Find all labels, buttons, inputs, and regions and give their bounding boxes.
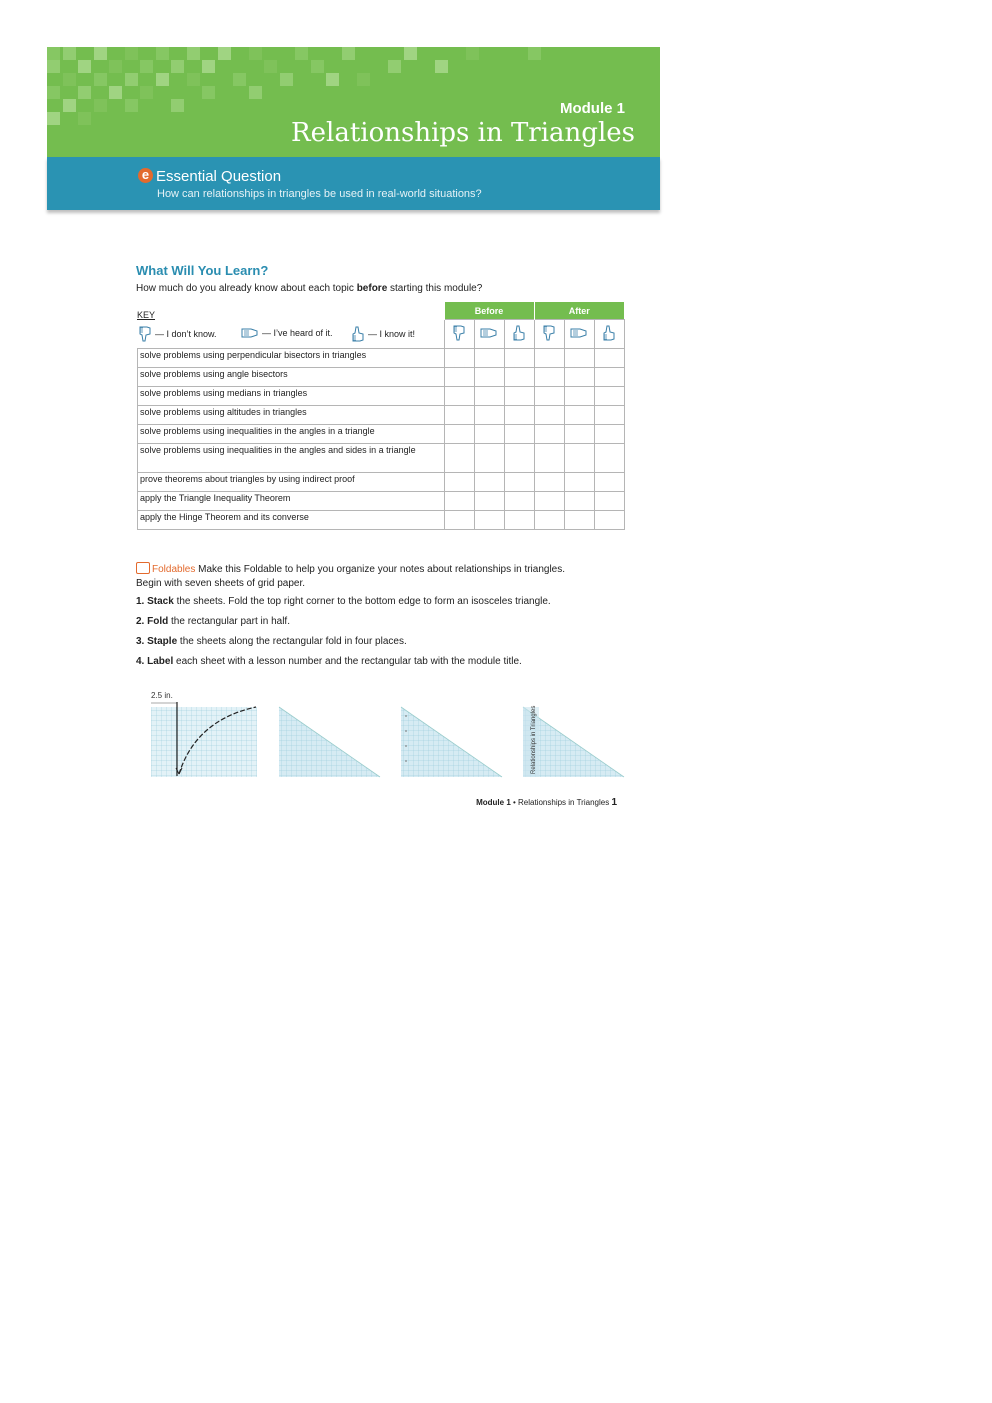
after-thumbs-sideways-icon xyxy=(564,320,594,349)
table-row xyxy=(138,444,625,473)
before-thumbs-down-icon xyxy=(444,320,474,349)
after-rating-cell[interactable] xyxy=(534,425,564,444)
before-thumbs-up-icon xyxy=(504,320,534,349)
topic-cell: apply the Hinge Theorem and its converse xyxy=(138,511,445,530)
after-rating-cell[interactable] xyxy=(594,492,624,511)
after-rating-cell[interactable] xyxy=(534,492,564,511)
after-rating-cell[interactable] xyxy=(594,387,624,406)
before-rating-cell[interactable] xyxy=(444,349,474,368)
essential-question-title: Essential Question xyxy=(156,168,282,185)
module-banner xyxy=(47,47,660,157)
after-rating-cell[interactable] xyxy=(564,387,594,406)
before-rating-cell[interactable] xyxy=(504,511,534,530)
after-rating-cell[interactable] xyxy=(594,349,624,368)
after-rating-cell[interactable] xyxy=(564,349,594,368)
measure-label: 2.5 in. xyxy=(151,691,173,700)
table-row xyxy=(138,492,625,511)
essential-question-text: How can relationships in triangles be used in real-world situations? xyxy=(157,188,482,200)
topic-cell: apply the Triangle Inequality Theorem xyxy=(138,492,445,511)
page-footer: Module 1 • Relationships in Triangles 1 xyxy=(476,797,617,808)
self-assessment-table xyxy=(137,302,625,530)
after-rating-cell[interactable] xyxy=(564,425,594,444)
section-title: What Will You Learn? xyxy=(136,263,269,278)
after-rating-cell[interactable] xyxy=(534,473,564,492)
topic-cell: solve problems using angle bisectors xyxy=(138,368,445,387)
topic-cell: solve problems using medians in triangles xyxy=(138,387,445,406)
before-rating-cell[interactable] xyxy=(474,511,504,530)
table-row xyxy=(138,349,625,368)
tab-label: Relationships in Triangles xyxy=(531,705,537,774)
table-key-spacer xyxy=(138,320,445,349)
after-rating-cell[interactable] xyxy=(564,444,594,473)
foldable-step: 3. Staple the sheets along the rectangular fold in four places. xyxy=(136,636,407,647)
before-rating-cell[interactable] xyxy=(504,349,534,368)
after-thumbs-down-icon xyxy=(534,320,564,349)
after-rating-cell[interactable] xyxy=(564,406,594,425)
after-rating-cell[interactable] xyxy=(534,387,564,406)
before-rating-cell[interactable] xyxy=(474,387,504,406)
fold-step-3-figure xyxy=(398,690,504,780)
key-item-heard-of-it: — I’ve heard of it. xyxy=(240,325,333,341)
after-rating-cell[interactable] xyxy=(564,511,594,530)
after-rating-cell[interactable] xyxy=(564,492,594,511)
module-title: Relationships in Triangles xyxy=(291,118,635,148)
after-rating-cell[interactable] xyxy=(594,473,624,492)
before-rating-cell[interactable] xyxy=(444,368,474,387)
before-rating-cell[interactable] xyxy=(474,425,504,444)
before-rating-cell[interactable] xyxy=(504,387,534,406)
after-rating-cell[interactable] xyxy=(594,444,624,473)
foldable-step: 2. Fold the rectangular part in half. xyxy=(136,616,290,627)
fold-step-1-figure xyxy=(146,690,260,780)
after-rating-cell[interactable] xyxy=(534,444,564,473)
table-row xyxy=(138,368,625,387)
column-header-before: Before xyxy=(444,302,534,320)
before-rating-cell[interactable] xyxy=(444,511,474,530)
learn-intro: How much do you already know about each topic before starting this module? xyxy=(136,283,483,294)
key-label: KEY xyxy=(137,310,156,320)
after-thumbs-up-icon xyxy=(594,320,624,349)
table-row xyxy=(138,511,625,530)
after-rating-cell[interactable] xyxy=(594,406,624,425)
essential-question-bar xyxy=(47,157,660,210)
before-rating-cell[interactable] xyxy=(474,368,504,387)
topic-cell: prove theorems about triangles by using indirect proof xyxy=(138,473,445,492)
table-row xyxy=(138,473,625,492)
key-item-dont-know: — I don’t know. xyxy=(137,325,217,343)
foldables-brand: Foldables xyxy=(152,564,196,575)
module-label: Module 1 xyxy=(559,100,625,117)
after-rating-cell[interactable] xyxy=(534,349,564,368)
before-rating-cell[interactable] xyxy=(504,425,534,444)
fold-step-4-figure xyxy=(520,690,626,780)
after-rating-cell[interactable] xyxy=(564,473,594,492)
before-rating-cell[interactable] xyxy=(504,406,534,425)
foldable-step: 4. Label each sheet with a lesson number and the rectangular tab with the module title. xyxy=(136,656,522,667)
topic-cell: solve problems using inequalities in the angles and sides in a triangle xyxy=(138,444,445,473)
foldables-book-icon xyxy=(136,562,150,574)
before-rating-cell[interactable] xyxy=(444,492,474,511)
before-rating-cell[interactable] xyxy=(504,492,534,511)
after-rating-cell[interactable] xyxy=(534,368,564,387)
before-rating-cell[interactable] xyxy=(444,444,474,473)
foldable-step: 1. Stack the sheets. Fold the top right corner to the bottom edge to form an isosceles triangle. xyxy=(136,596,551,607)
column-header-after: After xyxy=(534,302,624,320)
essential-question-icon: e xyxy=(138,168,153,183)
before-rating-cell[interactable] xyxy=(444,425,474,444)
before-rating-cell[interactable] xyxy=(444,473,474,492)
fold-step-2-figure xyxy=(276,690,382,780)
after-rating-cell[interactable] xyxy=(594,511,624,530)
table-row xyxy=(138,425,625,444)
before-rating-cell[interactable] xyxy=(504,473,534,492)
table-key-spacer xyxy=(138,302,445,320)
before-rating-cell[interactable] xyxy=(504,444,534,473)
page-number: 1 xyxy=(611,797,617,808)
after-rating-cell[interactable] xyxy=(534,406,564,425)
before-rating-cell[interactable] xyxy=(474,349,504,368)
after-rating-cell[interactable] xyxy=(534,511,564,530)
after-rating-cell[interactable] xyxy=(594,425,624,444)
table-row xyxy=(138,406,625,425)
after-rating-cell[interactable] xyxy=(564,368,594,387)
before-rating-cell[interactable] xyxy=(444,406,474,425)
before-rating-cell[interactable] xyxy=(444,387,474,406)
topic-cell: solve problems using altitudes in triangles xyxy=(138,406,445,425)
before-rating-cell[interactable] xyxy=(474,406,504,425)
before-rating-cell[interactable] xyxy=(504,368,534,387)
before-rating-cell[interactable] xyxy=(474,444,504,473)
topic-cell: solve problems using perpendicular bisectors in triangles xyxy=(138,349,445,368)
before-rating-cell[interactable] xyxy=(474,473,504,492)
before-thumbs-sideways-icon xyxy=(474,320,504,349)
before-rating-cell[interactable] xyxy=(474,492,504,511)
topic-cell: solve problems using inequalities in the angles in a triangle xyxy=(138,425,445,444)
table-row xyxy=(138,387,625,406)
key-item-know-it: — I know it! xyxy=(350,325,415,343)
foldables-intro: Foldables Make this Foldable to help you organize your notes about relationships in triangles. Begin with seven sheets of grid paper. xyxy=(136,564,566,589)
after-rating-cell[interactable] xyxy=(594,368,624,387)
